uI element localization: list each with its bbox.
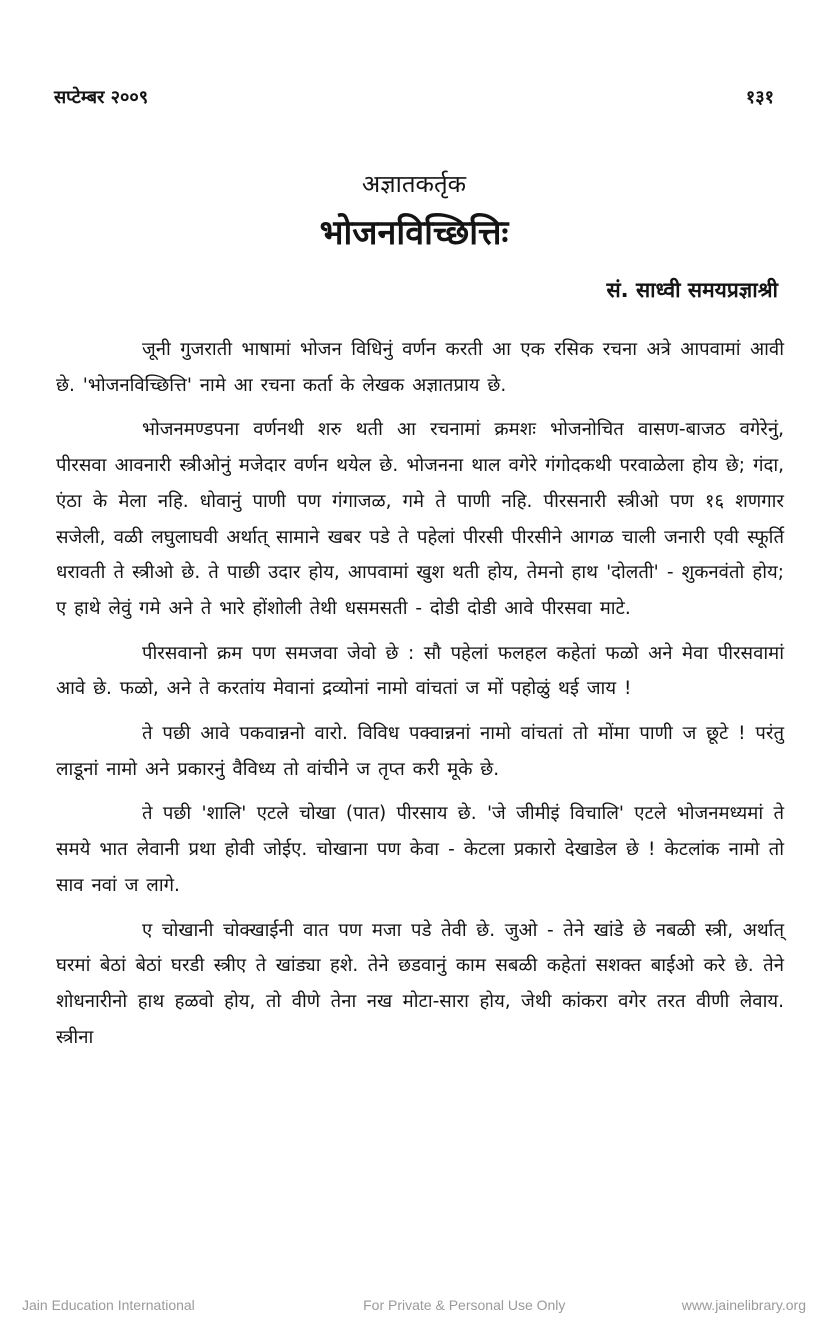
article-body [56,332,784,1055]
page-number: १३१ [745,87,774,108]
page-header [54,82,774,112]
footer-usage-note: For Private & Personal Use Only [363,1297,566,1313]
article-title: भोजनविच्छित्तिः [319,213,509,253]
issue-date: सप्टेम्बर २००९ [54,87,149,108]
article-editor: सं. साध्वी समयप्रज्ञाश्री [606,278,778,302]
paragraph: भोजनमण्डपना वर्णनथी शरु थती आ रचनामां क्रमशः भोजनोचित वासण-बाजठ वगेरेनुं, पीरसवा आवनारी स्त्रीओनुं मजेदार वर्णन थयेल छे. भोजनना थाल वगेरे गंगोदकथी परवाळेला होय छे; गंदा, एंठा के मेला नहि. धोवानुं पाणी पण गंगाजळ, गमे ते पाणी नहि. पीरसनारी स्त्रीओ पण १६ शणगार सजेली, वळी लघुलाघवी अर्थात् सामाने खबर पडे ते पहेलां पीरसी पीरसीने आगळ चाली जनारी एवी स्फूर्ति धरावती ते स्त्रीओ छे. ते पाछी उदार होय, आपवामां खुश थती होय, तेमनो हाथ 'दोलती' - शुकनवंतो होय; ए हाथे लेवुं गमे अने ते भारे होंशोली तेथी धसमसती - दोडी दोडी आवे पीरसवा माटे. [56,419,784,619]
footer-website: www.jainelibrary.org [681,1297,806,1313]
paragraph: ए चोखानी चोक्खाईनी वात पण मजा पडे तेवी छे. जुओ - तेने खांडे छे नबळी स्त्री, अर्थात् घरमां बेठां बेठां घरडी स्त्रीए ते खांड्या हशे. तेने छडवानुं काम सबळी कहेतां सशक्त बाईओ करे छे. तेने शोधनारीनो हाथ हळवो होय, तो वीणे तेना नख मोटा-सारा होय, जेथी कांकरा वगेर तरत वीणी लेवाय. स्त्रीना [56,919,784,1048]
article-subtitle: अज्ञातकर्तृक [361,170,467,198]
footer-publisher: Jain Education International [22,1297,195,1313]
paragraph: जूनी गुजराती भाषामां भोजन विधिनुं वर्णन करती आ एक रसिक रचना अत्रे आपवामां आवी छे. 'भोजनविच्छित्ति' नामे आ रचना कर्ता के लेखक अज्ञातप्राय छे. [56,339,784,396]
paragraph: ते पछी आवे पकवान्ननो वारो. विविध पक्वान्ननां नामो वांचतां तो मोंमा पाणी ज छूटे ! परंतु लाडूनां नामो अने प्रकारनुं वैविध्य तो वांचीने ज तृप्त करी मूके छे. [56,723,784,780]
paragraph: पीरसवानो क्रम पण समजवा जेवो छे : सौ पहेलां फलहल कहेतां फळो अने मेवा पीरसवामां आवे छे. फळो, अने ते करतांय मेवानां द्रव्योनां नामो वांचतां ज मों पहोळुं थई जाय ! [56,642,784,700]
article-title-block [0,168,828,254]
page-footer [22,1297,806,1313]
paragraph: ते पछी 'शालि' एटले चोखा (पात) पीरसाय छे. 'जे जीमीइं विचालि' एटले भोजनमध्यमां ते समये भात लेवानी प्रथा होवी जोईए. चोखाना पण केवा - केटला प्रकारो देखाडेल छे ! केटलांक नामो तो साव नवां ज लागे. [56,803,784,896]
